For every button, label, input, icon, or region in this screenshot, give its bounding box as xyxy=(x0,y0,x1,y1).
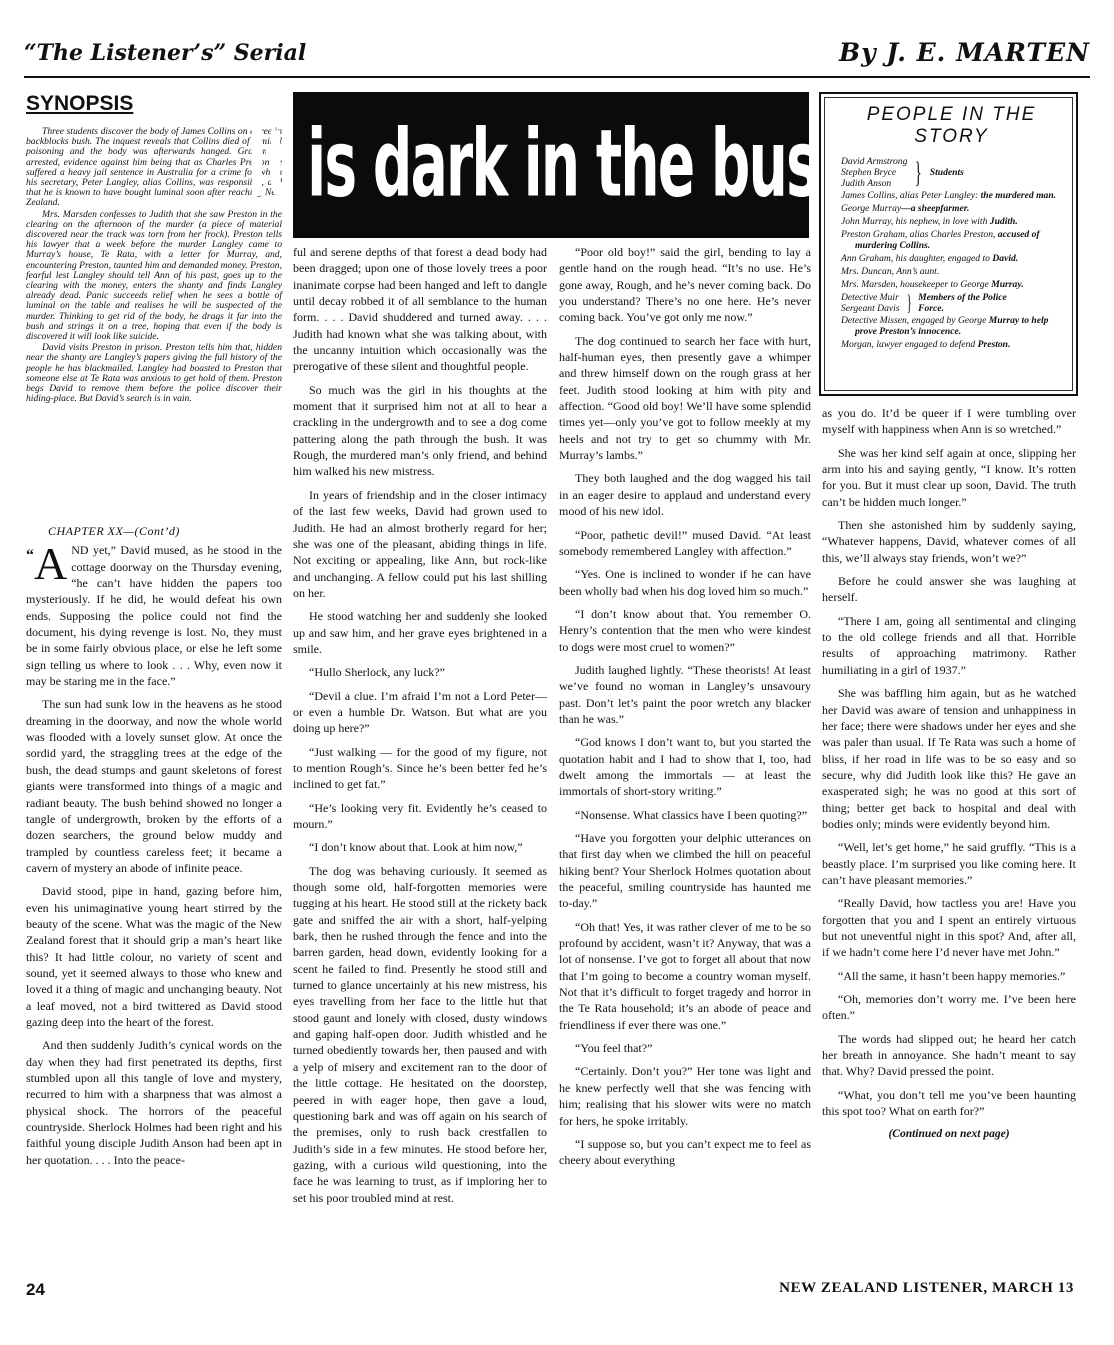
cast-role: Members of the Police Force. xyxy=(918,292,1007,314)
synopsis-heading: SYNOPSIS xyxy=(26,92,134,115)
byline: By J. E. MARTEN xyxy=(838,38,1090,67)
article-paragraph: Then she astonished him by suddenly saying, “Whatever happens, David, whatever comes of all this, we’ll always stay friends, won’t we?” xyxy=(822,518,1076,565)
article-paragraph: “Hullo Sherlock, any luck?” xyxy=(309,665,445,680)
article-paragraph: The dog was behaving curiously. It seemed as though some old, half-forgotten memories were tugging at his heart. He stood still at the rickety back gate and sniffed the air with a short, half-yelping bark, then he rushed through the fence and into the barren garden, head down, evidently looking for a scent he failed to find. Presently he stood still and turned to glance uncertainly at his new mistress, his eyes travelling from her face to the little hut that stood gaunt and lonely with closed, dusty windows and gaping half-open door. Judith whistled and he turned obediently towards her, then paused and with a yelp of misery and excitement ran to the door of the little cottage. He hesitated on the doorstep, peered in with eager hope, then gave a loud, questioning bark and was off again on his search of the premises, only to rush back crestfallen to Judith’s side in a few minutes. He stood before her, gazing, with a curious wild questioning, into the face he was learning to trust, as if imploring her to set his poor troubled mind at rest. xyxy=(293,863,547,1205)
article-paragraph: “I suppose so, but you can’t expect me to feel as cheery about everything xyxy=(559,1136,811,1168)
article-paragraph: David stood, pipe in hand, gazing before him, even his unimaginative young heart stirred by the beauty of the scene. What was the magic of the New Zealand forest that it should grip a man’s heart like this? It had little colour, no variety of scent and sound, yet it seemed always to those who knew and loved it a thing of magic and unchanging beauty. Not a leaf moved, not a bird twittered as David stood gazing deep into the heart of the forest. xyxy=(26,884,282,1029)
article-paragraph: “Have you forgotten your delphic utterances on that first day when we climbed the hill on peaceful hiking bent? Your Sherlock Holmes quotation about the peaceful, smiling countryside has haunted me to-day.” xyxy=(559,831,811,911)
cast-name: Sergeant Davis xyxy=(841,303,900,314)
article-paragraph: “What, you don’t tell me you’ve been haunting this spot too? What on earth for?” xyxy=(822,1087,1076,1119)
synopsis-paragraph: Three students discover the body of James Collins on a tree in backblocks bush. The inquest reveals that Collins died of luminal poisoning and the body was afterwards hanged. Graham is arrested, evidence against him being that as Charles Preston he suffered a heavy jail sentence in Australia for a crime for which his secretary, Peter Langley, alias Collins, was responsible, and that he is known to have bought luminal soon after reaching New Zealand. xyxy=(26,126,282,209)
article-paragraph: The words had slipped out; he heard her catch her breath in annoyance. She hadn’t meant to say that. Why? David pressed the point. xyxy=(822,1031,1076,1079)
cast-name: Judith Anson xyxy=(841,178,892,189)
article-paragraph: “Devil a clue. I’m afraid I’m not a Lord Peter—or even a humble Dr. Watson. But what are you doing up here?” xyxy=(293,688,547,736)
article-paragraph: The dog continued to search her face with hurt, half-human eyes, then presently gave a whimper and threw himself down on the rough grass at her feet. Judith stood looking at him with pity and affection. “Good old boy! We’ll have some splendid times yet—only you’ve got to follow meekly at my heels and not try to get so chummy with Mr. Murray’s lambs.” xyxy=(559,333,811,463)
cast-entry: Mrs. Marsden, housekeeper to George Murray. xyxy=(841,279,1024,290)
cast-list xyxy=(841,156,1062,350)
article-paragraph: “Well, let’s get home,” he said gruffly. “This is a beastly place. I’m surprised you like coming here. It can’t have pleasant memories.” xyxy=(822,840,1076,887)
article-paragraph: “I don’t know about that. You remember O. Henry’s contention that the men who were kindest to dogs were most cruel to women?” xyxy=(559,606,811,654)
brace-icon: } xyxy=(914,155,923,189)
cast-name: Stephen Bryce xyxy=(841,167,897,178)
article-column-1 xyxy=(26,523,282,1175)
police-group xyxy=(841,292,1062,314)
article-paragraph: The sun had sunk low in the heavens as he stood dreaming in the doorway, and now the whole world was flooded with a lovely sunset glow. At once the sordid yard, the straggling trees at the edge of the bush, the dead stumps and gaunt skeletons of forest giants were transformed into things of a magic and radiant beauty. The bush behind showed no longer a tangle of undergrowth, broken by the efforts of a dozen searchers, the ground below muddy and trampled by countless careless feet; it became a cavern of mystery an abode of infinite peace. xyxy=(26,697,282,875)
article-paragraph: In years of friendship and in the closer intimacy of the last few weeks, David had grown used to Judith. He had an almost brotherly regard for her; she was one of the pleasant, abiding things in life. Not exciting or appealing, like Ann, but rock-like and unchanging. A fellow could put his last shilling on her. xyxy=(293,487,547,600)
article-paragraph: ful and serene depths of that forest a dead body had been dragged; upon one of those lovely trees a poor inanimate corpse had been hanged and left to dangle until decay robbed it of all semblance to the human form. . . . David shuddered and turned away. . . . Judith had known what she was talking about, with the uncanny intuition which occasionally was the prerogative of these silent and thoughtful people. xyxy=(293,245,547,374)
cast-role: Students xyxy=(929,167,964,178)
article-paragraph: And then suddenly Judith’s cynical words on the day when they had first penetrated its depths, first stumbled upon all this tangle of love and mystery, recurred to him with a sharpness that was almost a physical shock. The horrors of the peaceful countryside. Sherlock Holmes had been right and his faithful young disciple Judith Anson had been apt in her quotation. . . . Into the peace- xyxy=(26,1038,282,1167)
article-paragraph: as you do. It’d be queer if I were tumbling over myself with happiness when Ann is so wretched.” xyxy=(822,406,1076,437)
article-paragraph: “I don’t know about that. Look at him now,” xyxy=(309,840,523,855)
masthead-footer: NEW ZEALAND LISTENER, MARCH 13 xyxy=(779,1280,1074,1296)
chapter-heading: CHAPTER XX—(Cont’d) xyxy=(48,524,180,538)
serial-title: “The Listener’s” Serial xyxy=(24,40,307,66)
cast-entry: John Murray, his nephew, in love with Judith. xyxy=(841,216,1018,227)
article-paragraph: “Just walking — for the good of my figure, not to mention Rough’s. Since he’s been better fed he’s inclined to get fat.” xyxy=(293,744,547,792)
cast-entry: Detective Missen, engaged by George Murray to help prove Preston’s innocence. xyxy=(841,315,1049,337)
header-rule xyxy=(24,76,1090,78)
story-title: It is dark in the bush xyxy=(246,111,856,219)
synopsis-text xyxy=(26,127,282,405)
article-paragraph: “Poor old boy!” said the girl, bending to lay a gentle hand on the rough head. “It’s no use. He’s gone away, Rough, and he’s never coming back. Do you understand? There’s no one here. He’s never coming back. You’ve got only me now.” xyxy=(559,245,811,325)
article-paragraph: He stood watching her and suddenly she looked up and saw him, and her grave eyes brightened in a smile. xyxy=(293,609,547,656)
page-number: 24 xyxy=(26,1280,45,1299)
cast-entry: Preston Graham, alias Charles Preston, accused of murdering Collins. xyxy=(841,229,1040,251)
article-paragraph: “ A ND yet,” David mused, as he stood in the cottage doorway on the Thursday evening, “he can’t have hidden the papers too mysteriously. If he did, he would defeat his own ends. Supposing the police could not find the document, his dying revenge is lost. No, they must be in some fairly obvious place, or else he left some sign telling us where to look . . . Why, even now it may be staring me in the face.” xyxy=(26,538,282,689)
article-paragraph: Judith laughed lightly. “These theorists! At least we’ve found no woman in Langley’s unsavoury past. Don’t let’s paint the poor wretch any blacker than he was.” xyxy=(559,662,811,726)
article-paragraph: “Oh that! Yes, it was rather clever of me to be so profound by accident, wasn’t it? Anyway, that was a lot of nonsense. I’ve got to forget all about that now that I’m going to become a country woman myself. Not that it’s difficult to forget tragedy and horror in the Te Rata household; it’s an abode of peace and friendliness if ever there was one.” xyxy=(559,919,811,1032)
students-group xyxy=(841,156,1062,189)
article-column-3 xyxy=(559,244,811,1176)
people-in-story-box xyxy=(819,92,1078,396)
article-paragraph: “Poor, pathetic devil!” mused David. “At least somebody remembered Langley with affection.” xyxy=(559,527,811,558)
article-paragraph: “God knows I don’t want to, but you started the quotation habit and I had to show that I, too, had dwelt among the immortals — at least the immortals of short-story writing.” xyxy=(559,735,811,799)
article-paragraph: They both laughed and the dog wagged his tail in an eager desire to applaud and understand every mood of his new idol. xyxy=(559,471,811,519)
article-paragraph: “Yes. One is inclined to wonder if he can have been wholly bad when his dog loved him so much.” xyxy=(559,567,811,598)
synopsis-paragraph: Mrs. Marsden confesses to Judith that she saw Preston in the clearing on the afternoon of the murder (a piece of material discovered near the track was torn from her frock). Preston tells his lawyer that a week before the murder Langley came to Murray’s house, Te Rata, with a letter for Murray, and, encountering Preston, taunted him and demanded money. Preston, fearful lest Langley should tell Ann of his past, goes up to the clearing with the money, enters the shanty and finds Langley already dead. Panic succeeds relief when he sees a bottle of luminal on the table and realises he will be suspected of the murder. Thinking to get rid of the body, he drags it far into the bush and strings it on a tree, hoping that even if the body is discovered it will look like suicide. xyxy=(26,208,282,343)
article-paragraph: “Certainly. Don’t you?” Her tone was light and he knew perfectly well that she was fencing with him; realising that his slower wits were no match for hers, he spoke irritably. xyxy=(559,1064,811,1128)
cast-name: Detective Muir xyxy=(841,292,899,303)
article-column-2 xyxy=(293,244,547,1213)
cast-entry: James Collins, alias Peter Langley: the murdered man. xyxy=(841,190,1057,201)
cast-entry: Mrs. Duncan, Ann’s aunt. xyxy=(841,266,940,277)
article-paragraph: “He’s looking very fit. Evidently he’s ceased to mourn.” xyxy=(293,800,547,831)
article-paragraph: “You feel that?” xyxy=(575,1041,653,1056)
article-paragraph: She was her kind self again at once, slipping her arm into his and saying gently, “I know. It’s rotten for you. But it must clear up soon, David. The truth can’t be hidden much longer.” xyxy=(822,445,1076,509)
article-paragraph: She was baffling him again, but as he watched her David was aware of tension and unhappiness in her face; there were shadows under her eyes and she was paler than usual. If Te Rata was such a home of bliss, if her road in life was to be so easy and so secure, why did Judith look like this? He gave an exasperated sigh; he was no good at this sort of thing; better get back to hospital and deal with bodies only; minds were evidently beyond him. xyxy=(822,686,1076,831)
cast-entry: George Murray—a sheepfarmer. xyxy=(841,203,970,214)
people-box-title: PEOPLE IN THE STORY xyxy=(866,104,1037,147)
cast-entry: Ann Graham, his daughter, engaged to David. xyxy=(841,253,1019,264)
article-column-4 xyxy=(822,405,1076,1143)
article-paragraph: “Oh, memories don’t worry me. I’ve been here often.” xyxy=(822,992,1076,1023)
brace-icon: } xyxy=(906,290,912,315)
continued-notice: (Continued on next page) xyxy=(888,1128,1010,1141)
drop-cap: A xyxy=(34,538,68,590)
article-paragraph: “Nonsense. What classics have I been quoting?” xyxy=(575,807,808,822)
synopsis-paragraph: David visits Preston in prison. Preston tells him that, hidden near the shanty are Langley’s papers giving the full history of the people he has blackmailed. Langley had boasted to Preston that someone else at Te Rata was anxious to get hold of them. Preston begs David to remove them before the police discover their hiding-place. But David’s search is in vain. xyxy=(26,342,282,405)
article-paragraph: “All the same, it hasn’t been happy memories.” xyxy=(838,968,1066,983)
article-paragraph: So much was the girl in his thoughts at the moment that it surprised him not at all to hear a crackling in the undergrowth and to see a dog come pattering along the path through the bush. It was Rough, the murdered man’s only friend, and behind him walked his new mistress. xyxy=(293,382,547,479)
article-paragraph: Before he could answer she was laughing at herself. xyxy=(822,574,1076,605)
cast-name: David Armstrong xyxy=(841,156,908,167)
story-title-banner xyxy=(246,92,856,238)
article-paragraph: “Really David, how tactless you are! Have you forgotten that you and I spent an entirely virtuous but not uneventful night in this spot? And, after all, if we hadn’t come here I’d never have met John.” xyxy=(822,896,1076,960)
article-paragraph: “There I am, going all sentimental and clinging to the old college friends and all that. Horrible results of approaching matrimony. Rather humiliating in a girl of 1937.” xyxy=(822,613,1076,677)
cast-entry: Morgan, lawyer engaged to defend Preston. xyxy=(841,339,1011,350)
